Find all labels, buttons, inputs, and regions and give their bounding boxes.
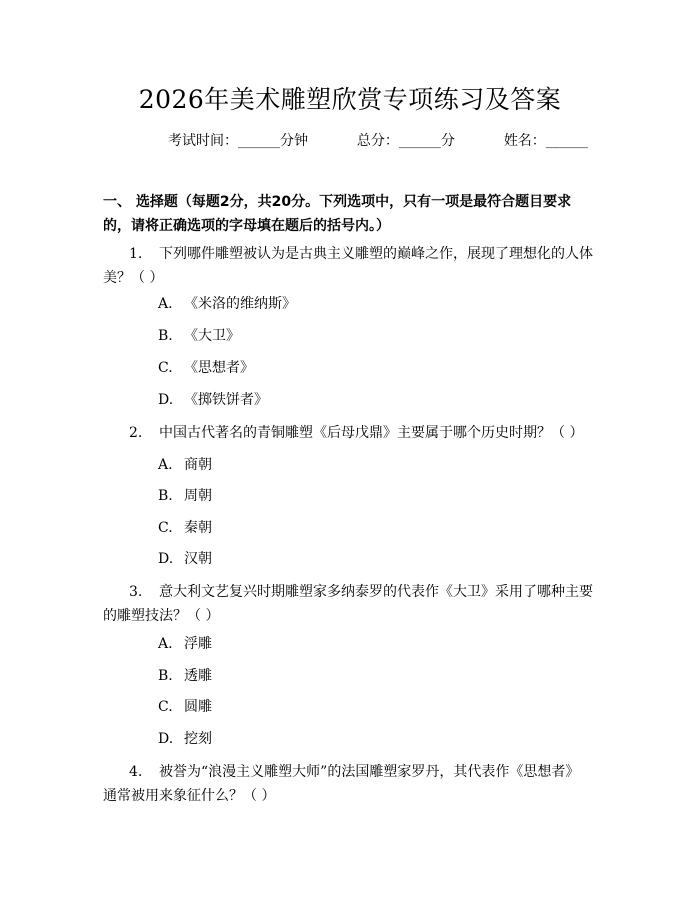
option-letter: D.	[158, 731, 174, 747]
option-1c	[158, 358, 254, 378]
score-blank: ______	[398, 133, 441, 149]
question-number: 2.	[129, 425, 143, 441]
option-3d	[158, 729, 212, 749]
option-text: 《思想者》	[184, 360, 254, 376]
question-text: 意大利文艺复兴时期雕塑家多纳泰罗的代表作《大卫》采用了哪种主要的雕塑技法？（ ）	[103, 584, 593, 624]
exam-meta	[168, 131, 588, 151]
option-text: 《掷铁饼者》	[184, 392, 268, 408]
option-text: 浮雕	[184, 636, 212, 652]
question-1	[103, 242, 593, 290]
option-text: 圆雕	[184, 699, 212, 715]
option-3b	[158, 666, 212, 686]
option-letter: A.	[158, 636, 173, 652]
option-letter: C.	[158, 699, 173, 715]
option-text: 商朝	[184, 457, 212, 473]
question-number: 3.	[129, 584, 143, 600]
name-blank: ______	[545, 133, 588, 149]
question-3	[103, 580, 593, 628]
score-unit: 分	[440, 133, 455, 149]
option-2c	[158, 518, 212, 538]
option-letter: B.	[158, 488, 173, 504]
option-letter: B.	[158, 328, 173, 344]
option-2a	[158, 455, 212, 475]
option-1b	[158, 326, 240, 346]
name-label: 姓名：	[503, 133, 546, 149]
option-letter: D.	[158, 392, 174, 408]
option-3a	[158, 634, 212, 654]
option-letter: B.	[158, 668, 173, 684]
question-number: 4.	[129, 764, 143, 780]
score-label: 总分：	[356, 133, 399, 149]
option-letter: C.	[158, 520, 173, 536]
option-2b	[158, 486, 212, 506]
option-1d	[158, 390, 268, 410]
option-letter: A.	[158, 457, 173, 473]
option-text: 挖刻	[184, 731, 212, 747]
time-blank: ______	[238, 133, 280, 149]
option-text: 透雕	[184, 668, 212, 684]
time-unit: 分钟	[280, 133, 308, 149]
question-text: 下列哪件雕塑被认为是古典主义雕塑的巅峰之作，展现了理想化的人体美？（ ）	[103, 246, 593, 286]
question-text: 被誉为“浪漫主义雕塑大师”的法国雕塑家罗丹，其代表作《思想者》通常被用来象征什么？（ ）	[103, 764, 580, 804]
option-text: 周朝	[184, 488, 212, 504]
option-text: 汉朝	[184, 551, 212, 567]
section-heading: 一、 选择题（每题2分，共20分。下列选项中，只有一项是最符合题目要求的，请将正确选项的字母填在题后的括号内。）	[103, 194, 572, 234]
option-3c	[158, 697, 212, 717]
option-text: 《米洛的维纳斯》	[184, 296, 296, 312]
option-letter: C.	[158, 360, 173, 376]
question-2	[103, 421, 593, 445]
page-title: 2026年美术雕塑欣赏专项练习及答案	[138, 85, 562, 114]
option-1a	[158, 294, 296, 314]
question-4	[103, 760, 593, 808]
question-text: 中国古代著名的青铜雕塑《后母戊鼎》主要属于哪个历史时期？（ ）	[159, 425, 584, 441]
question-number: 1.	[129, 246, 143, 262]
option-letter: A.	[158, 296, 173, 312]
option-letter: D.	[158, 551, 174, 567]
option-text: 秦朝	[184, 520, 212, 536]
option-2d	[158, 549, 212, 569]
option-text: 《大卫》	[184, 328, 240, 344]
time-label: 考试时间：	[168, 133, 238, 149]
